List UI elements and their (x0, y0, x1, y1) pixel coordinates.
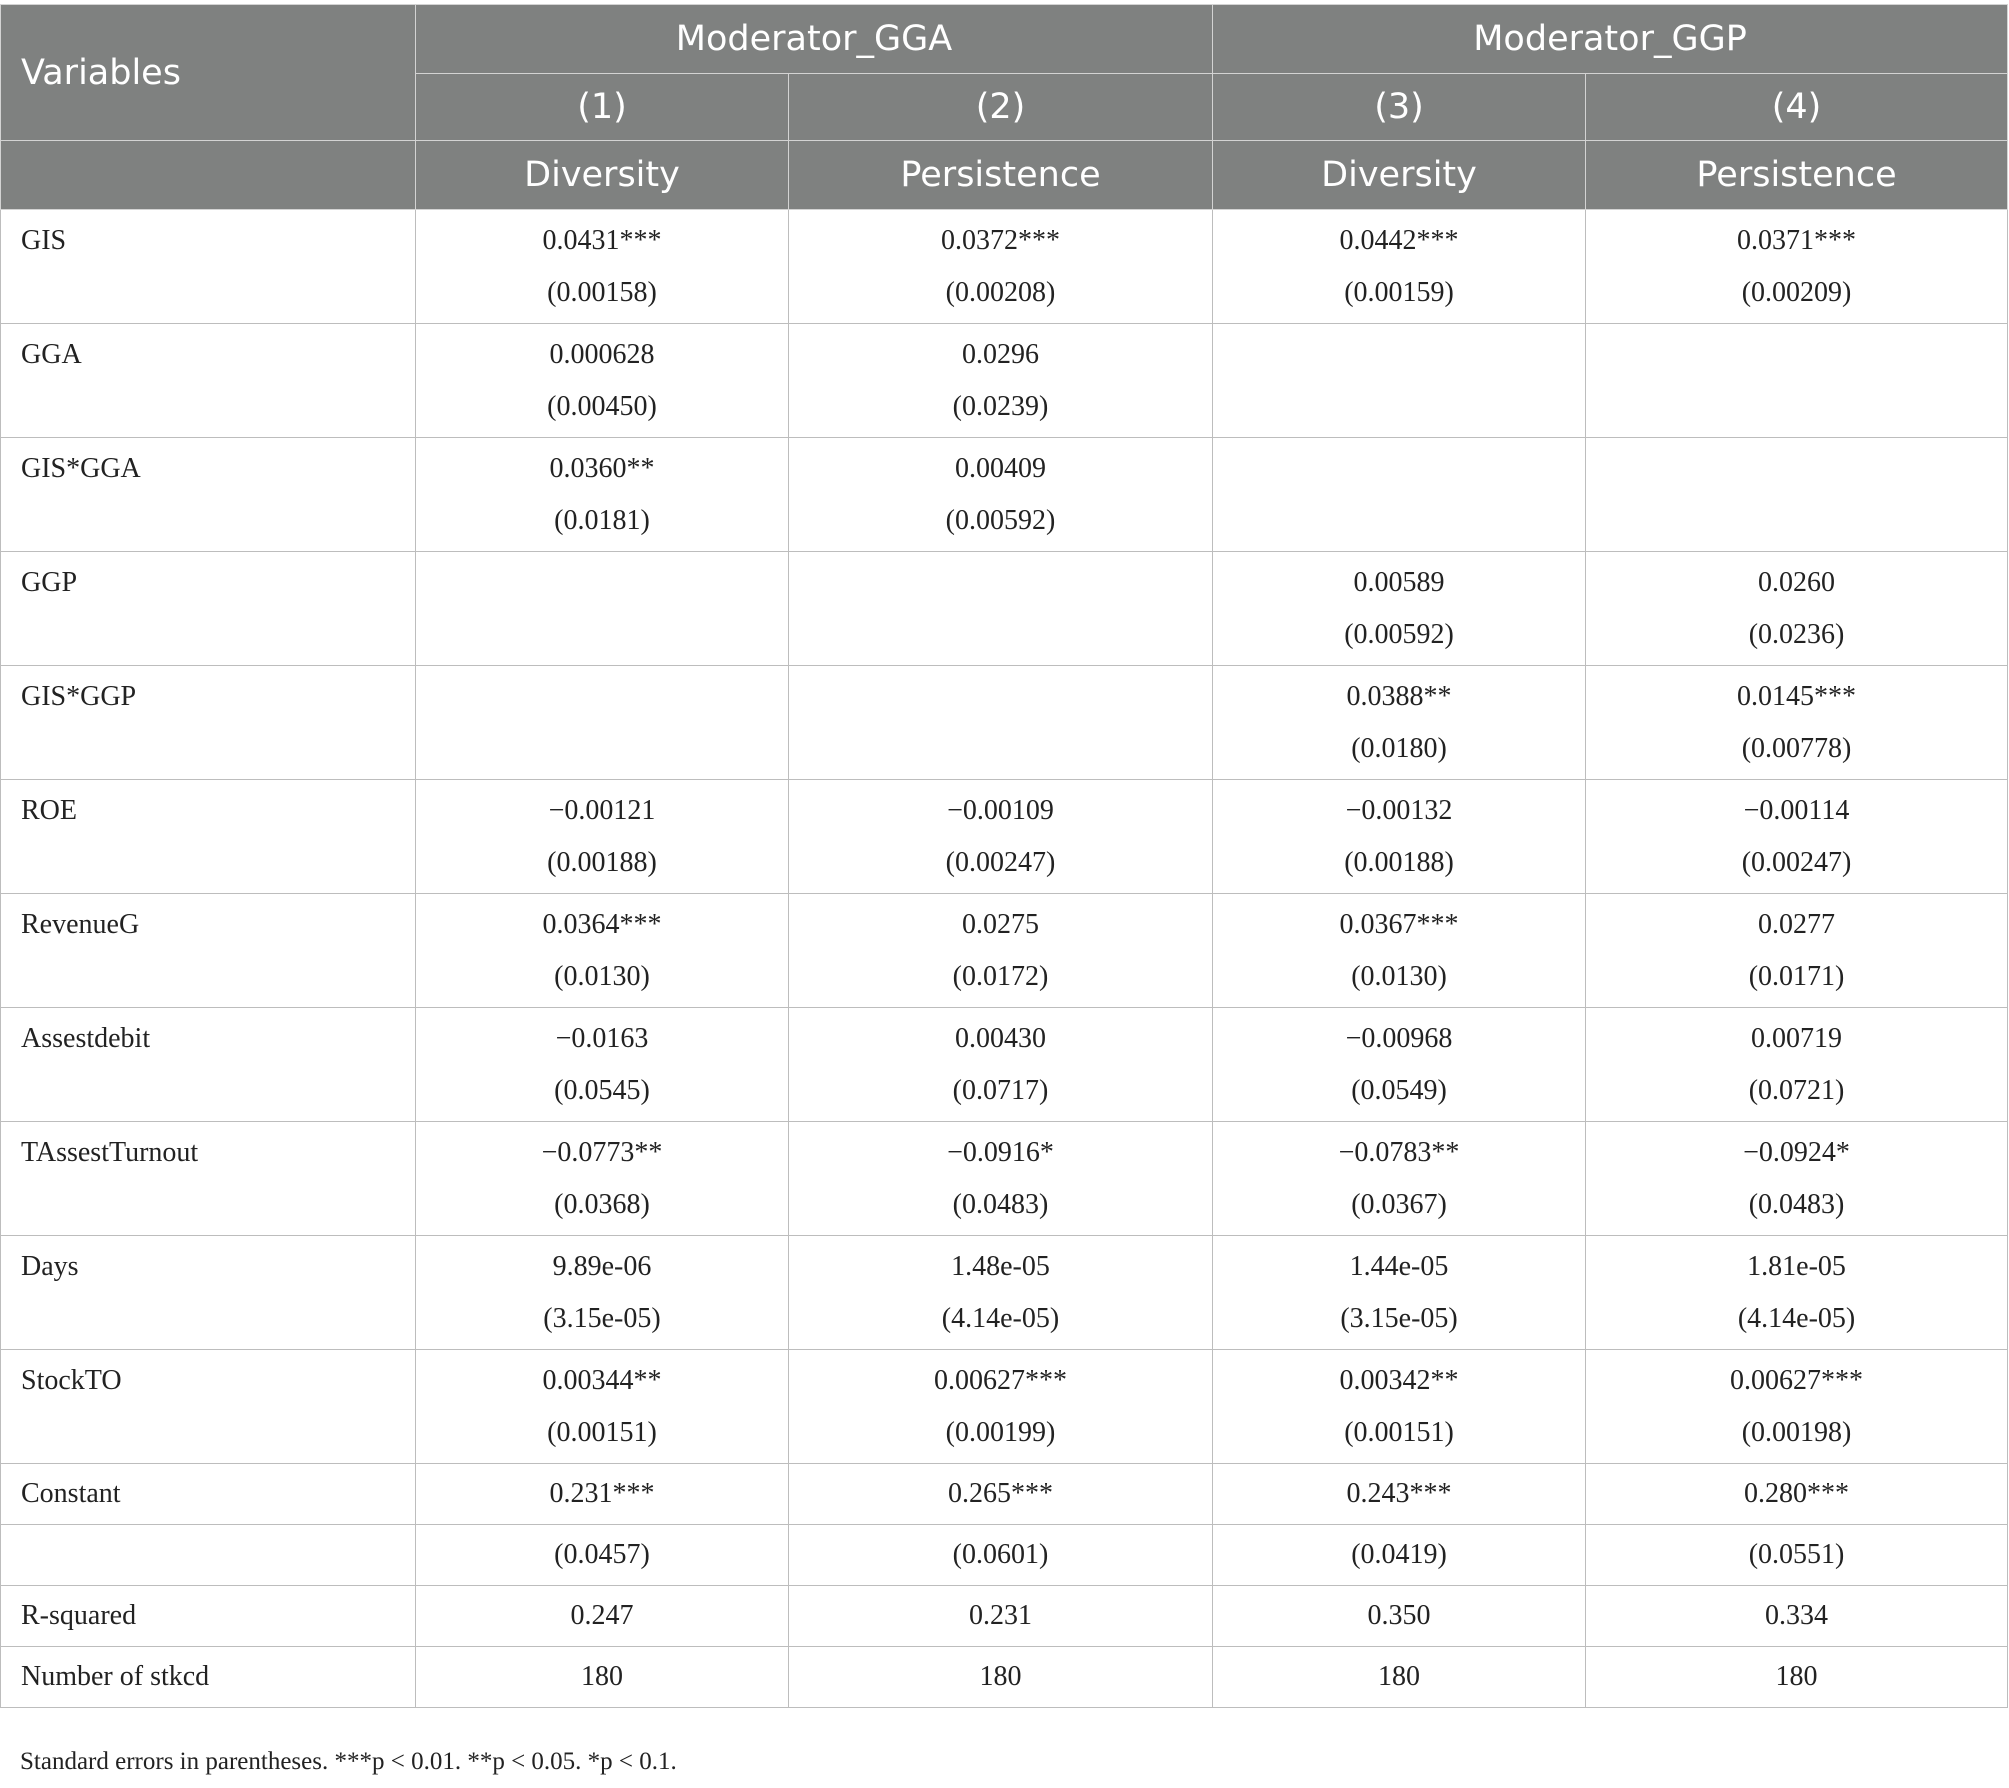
model-number-2: (2) (789, 74, 1213, 141)
table-cell: 0.0277 (0.0171) (1586, 894, 2008, 1008)
group-header-gga: Moderator_GGA (416, 5, 1213, 74)
table-cell: −0.0924* (0.0483) (1586, 1122, 2008, 1236)
blank-header-cell (1, 141, 416, 210)
table-cell: −0.00121 (0.00188) (416, 780, 789, 894)
table-cell: 0.00627*** (0.00199) (789, 1350, 1213, 1464)
table-cell: 0.0371*** (0.00209) (1586, 210, 2008, 324)
table-cell: 0.00627*** (0.00198) (1586, 1350, 2008, 1464)
table-cell: 0.243*** (1213, 1464, 1586, 1525)
table-cell: 0.00344** (0.00151) (416, 1350, 789, 1464)
dependent-4: Persistence (1586, 141, 2008, 210)
model-number-3: (3) (1213, 74, 1586, 141)
table-cell: 0.0372*** (0.00208) (789, 210, 1213, 324)
regression-table (0, 4, 2008, 1708)
table-row (1, 438, 2008, 552)
table-cell: −0.00114 (0.00247) (1586, 780, 2008, 894)
dependent-2: Persistence (789, 141, 1213, 210)
table-cell: 0.00342** (0.00151) (1213, 1350, 1586, 1464)
blank-cell (1, 1525, 416, 1586)
group-header-ggp: Moderator_GGP (1213, 5, 2008, 74)
table-cell (789, 552, 1213, 666)
variable-name: GGA (1, 324, 416, 438)
table-cell: 0.00719 (0.0721) (1586, 1008, 2008, 1122)
variable-name: Days (1, 1236, 416, 1350)
table-cell (416, 552, 789, 666)
variable-name: GIS*GGA (1, 438, 416, 552)
regression-table-container (0, 4, 2007, 1708)
table-cell: 0.0360** (0.0181) (416, 438, 789, 552)
variable-name: R-squared (1, 1586, 416, 1647)
table-cell: 0.247 (416, 1586, 789, 1647)
table-cell: −0.0163 (0.0545) (416, 1008, 789, 1122)
variable-name: Number of stkcd (1, 1647, 416, 1708)
variable-name: ROE (1, 780, 416, 894)
table-cell: 0.0260 (0.0236) (1586, 552, 2008, 666)
table-cell: −0.00132 (0.00188) (1213, 780, 1586, 894)
table-cell: −0.0783** (0.0367) (1213, 1122, 1586, 1236)
table-row (1, 324, 2008, 438)
table-cell: 0.0296 (0.0239) (789, 324, 1213, 438)
table-cell: 180 (1213, 1647, 1586, 1708)
table-cell: 0.334 (1586, 1586, 2008, 1647)
table-row (1, 666, 2008, 780)
table-row (1, 1236, 2008, 1350)
table-cell: 1.44e-05 (3.15e-05) (1213, 1236, 1586, 1350)
table-cell: −0.00109 (0.00247) (789, 780, 1213, 894)
table-cell: 180 (1586, 1647, 2008, 1708)
table-body (1, 210, 2008, 1708)
header-row-groups (1, 5, 2008, 74)
table-row (1, 210, 2008, 324)
table-cell: 0.350 (1213, 1586, 1586, 1647)
r-squared-row (1, 1586, 2008, 1647)
variable-name: RevenueG (1, 894, 416, 1008)
table-cell: (0.0419) (1213, 1525, 1586, 1586)
table-cell: (0.0551) (1586, 1525, 2008, 1586)
dependent-1: Diversity (416, 141, 789, 210)
table-cell: 0.00430 (0.0717) (789, 1008, 1213, 1122)
table-row (1, 1350, 2008, 1464)
variable-name: Assestdebit (1, 1008, 416, 1122)
table-cell: 180 (789, 1647, 1213, 1708)
table-cell (1586, 324, 2008, 438)
variable-name: StockTO (1, 1350, 416, 1464)
table-cell (416, 666, 789, 780)
table-cell: 0.265*** (789, 1464, 1213, 1525)
table-cell: 9.89e-06 (3.15e-05) (416, 1236, 789, 1350)
table-row (1, 1122, 2008, 1236)
table-cell: 0.0442*** (0.00159) (1213, 210, 1586, 324)
variable-name: TAssestTurnout (1, 1122, 416, 1236)
variables-header: Variables (1, 5, 416, 141)
variable-name: Constant (1, 1464, 416, 1525)
table-cell: 0.000628 (0.00450) (416, 324, 789, 438)
table-cell: 1.81e-05 (4.14e-05) (1586, 1236, 2008, 1350)
constant-row (1, 1464, 2008, 1525)
table-cell: 0.0275 (0.0172) (789, 894, 1213, 1008)
table-row (1, 552, 2008, 666)
dependent-3: Diversity (1213, 141, 1586, 210)
constant-se-row (1, 1525, 2008, 1586)
header-row-dependents (1, 141, 2008, 210)
table-cell (1586, 438, 2008, 552)
table-cell: 1.48e-05 (4.14e-05) (789, 1236, 1213, 1350)
table-cell: 0.280*** (1586, 1464, 2008, 1525)
table-cell: 0.00409 (0.00592) (789, 438, 1213, 552)
table-cell (789, 666, 1213, 780)
table-cell: 0.231*** (416, 1464, 789, 1525)
table-cell: 0.231 (789, 1586, 1213, 1647)
table-footnote: Standard errors in parentheses. ***p < 0.01. **p < 0.05. *p < 0.1. (20, 1748, 677, 1775)
table-row (1, 780, 2008, 894)
model-number-1: (1) (416, 74, 789, 141)
table-cell: −0.0773** (0.0368) (416, 1122, 789, 1236)
variable-name: GIS (1, 210, 416, 324)
variable-name: GGP (1, 552, 416, 666)
table-cell: 180 (416, 1647, 789, 1708)
table-cell (1213, 324, 1586, 438)
table-header (1, 5, 2008, 210)
table-cell (1213, 438, 1586, 552)
variable-name: GIS*GGP (1, 666, 416, 780)
n-stkcd-row (1, 1647, 2008, 1708)
table-cell: (0.0457) (416, 1525, 789, 1586)
table-cell: 0.00589 (0.00592) (1213, 552, 1586, 666)
table-cell: 0.0388** (0.0180) (1213, 666, 1586, 780)
table-row (1, 894, 2008, 1008)
table-cell: 0.0145*** (0.00778) (1586, 666, 2008, 780)
table-cell: −0.00968 (0.0549) (1213, 1008, 1586, 1122)
table-cell: (0.0601) (789, 1525, 1213, 1586)
table-row (1, 1008, 2008, 1122)
table-cell: 0.0364*** (0.0130) (416, 894, 789, 1008)
table-cell: 0.0431*** (0.00158) (416, 210, 789, 324)
table-cell: 0.0367*** (0.0130) (1213, 894, 1586, 1008)
table-cell: −0.0916* (0.0483) (789, 1122, 1213, 1236)
model-number-4: (4) (1586, 74, 2008, 141)
